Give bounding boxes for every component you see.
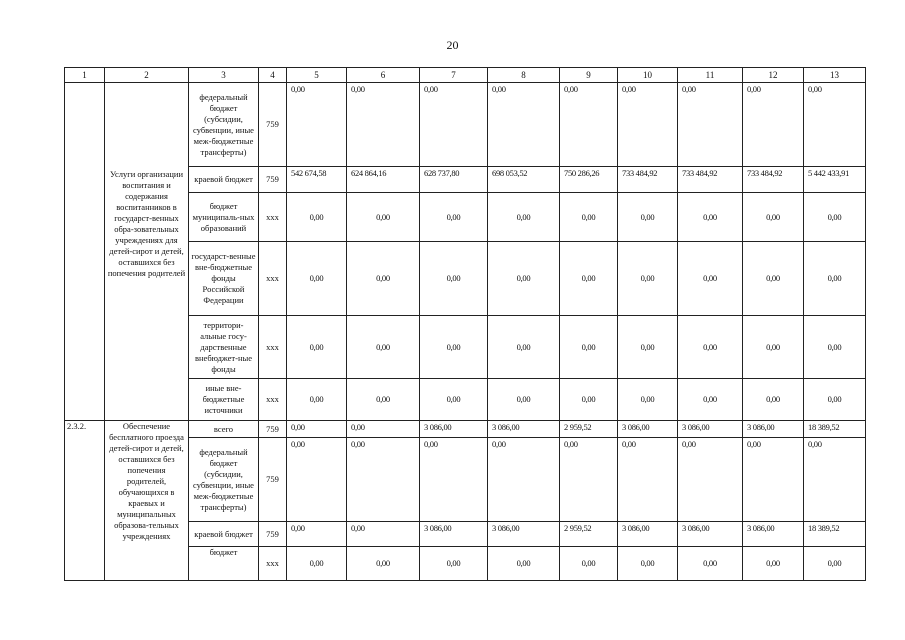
section-number: 2.3.2. bbox=[65, 421, 105, 581]
source-cell: федеральный бюджет (субсидии, субвенции, иные меж-бюджетные трансферты) bbox=[189, 438, 259, 522]
value-cell: 0,00 bbox=[287, 547, 347, 581]
table-row bbox=[65, 83, 866, 167]
value-cell: 0,00 bbox=[420, 193, 488, 242]
value-cell: 0,00 bbox=[618, 242, 678, 316]
value-cell: 0,00 bbox=[488, 316, 560, 379]
value-cell: 0,00 bbox=[488, 379, 560, 421]
code-cell: 759 bbox=[259, 83, 287, 167]
value-cell: 3 086,00 bbox=[488, 421, 560, 438]
value-cell: 3 086,00 bbox=[678, 421, 743, 438]
value-cell: 18 389,52 bbox=[804, 522, 866, 547]
value-cell: 0,00 bbox=[488, 547, 560, 581]
value-cell: 0,00 bbox=[287, 193, 347, 242]
header-cell: 3 bbox=[189, 68, 259, 83]
section-name: Услуги организации воспитания и содержания воспитанников в государст-венных обра-зовательных учреждениях для детей-сирот и детей, оставшихся без попечения родителей bbox=[105, 83, 189, 421]
value-cell: 18 389,52 bbox=[804, 421, 866, 438]
value-cell: 0,00 bbox=[678, 316, 743, 379]
value-cell: 2 959,52 bbox=[560, 522, 618, 547]
value-cell: 750 286,26 bbox=[560, 167, 618, 193]
code-cell: 759 bbox=[259, 167, 287, 193]
value-cell: 0,00 bbox=[347, 316, 420, 379]
section-name: Обеспечение бесплатного проезда детей-сирот и детей, оставшихся без попечения родителей, обучающихся в краевых и муниципальных образова-тельных учреждениях bbox=[105, 421, 189, 581]
value-cell: 0,00 bbox=[420, 242, 488, 316]
value-cell: 0,00 bbox=[560, 242, 618, 316]
value-cell: 3 086,00 bbox=[420, 522, 488, 547]
value-cell: 624 864,16 bbox=[347, 167, 420, 193]
source-cell: бюджет bbox=[189, 547, 259, 581]
budget-table bbox=[64, 67, 866, 581]
value-cell: 0,00 bbox=[287, 83, 347, 167]
source-cell: территори-альные госу-дарственные внебюджет-ные фонды bbox=[189, 316, 259, 379]
value-cell: 0,00 bbox=[804, 193, 866, 242]
value-cell: 0,00 bbox=[618, 193, 678, 242]
value-cell: 0,00 bbox=[560, 193, 618, 242]
header-cell: 2 bbox=[105, 68, 189, 83]
value-cell: 0,00 bbox=[420, 379, 488, 421]
value-cell: 0,00 bbox=[347, 379, 420, 421]
value-cell: 0,00 bbox=[420, 438, 488, 522]
value-cell: 0,00 bbox=[804, 83, 866, 167]
value-cell: 0,00 bbox=[347, 522, 420, 547]
header-row bbox=[65, 68, 866, 83]
value-cell: 0,00 bbox=[560, 316, 618, 379]
value-cell: 0,00 bbox=[743, 242, 804, 316]
code-cell: ххх bbox=[259, 316, 287, 379]
value-cell: 698 053,52 bbox=[488, 167, 560, 193]
value-cell: 3 086,00 bbox=[488, 522, 560, 547]
value-cell: 0,00 bbox=[743, 438, 804, 522]
source-cell: краевой бюджет bbox=[189, 167, 259, 193]
value-cell: 0,00 bbox=[743, 316, 804, 379]
value-cell: 0,00 bbox=[678, 379, 743, 421]
value-cell: 0,00 bbox=[804, 547, 866, 581]
value-cell: 0,00 bbox=[287, 242, 347, 316]
value-cell: 0,00 bbox=[678, 193, 743, 242]
value-cell: 0,00 bbox=[347, 438, 420, 522]
value-cell: 0,00 bbox=[420, 316, 488, 379]
header-cell: 8 bbox=[488, 68, 560, 83]
value-cell: 0,00 bbox=[804, 316, 866, 379]
code-cell: ххх bbox=[259, 193, 287, 242]
value-cell: 0,00 bbox=[347, 547, 420, 581]
code-cell: 759 bbox=[259, 421, 287, 438]
value-cell: 0,00 bbox=[678, 547, 743, 581]
value-cell: 0,00 bbox=[488, 83, 560, 167]
header-cell: 7 bbox=[420, 68, 488, 83]
value-cell: 3 086,00 bbox=[743, 421, 804, 438]
code-cell: ххх bbox=[259, 242, 287, 316]
value-cell: 0,00 bbox=[287, 438, 347, 522]
header-cell: 9 bbox=[560, 68, 618, 83]
value-cell: 0,00 bbox=[804, 379, 866, 421]
value-cell: 0,00 bbox=[287, 522, 347, 547]
value-cell: 0,00 bbox=[347, 193, 420, 242]
header-cell: 5 bbox=[287, 68, 347, 83]
value-cell: 0,00 bbox=[678, 83, 743, 167]
value-cell: 0,00 bbox=[618, 83, 678, 167]
value-cell: 0,00 bbox=[804, 438, 866, 522]
value-cell: 0,00 bbox=[420, 83, 488, 167]
value-cell: 0,00 bbox=[618, 547, 678, 581]
value-cell: 0,00 bbox=[347, 421, 420, 438]
value-cell: 0,00 bbox=[560, 83, 618, 167]
code-cell: 759 bbox=[259, 522, 287, 547]
value-cell: 0,00 bbox=[287, 421, 347, 438]
value-cell: 0,00 bbox=[678, 438, 743, 522]
header-cell: 11 bbox=[678, 68, 743, 83]
value-cell: 542 674,58 bbox=[287, 167, 347, 193]
source-cell: всего bbox=[189, 421, 259, 438]
value-cell: 2 959,52 bbox=[560, 421, 618, 438]
header-cell: 13 bbox=[804, 68, 866, 83]
source-cell: государст-венные вне-бюджетные фонды Российской Федерации bbox=[189, 242, 259, 316]
source-cell: федеральный бюджет (субсидии, субвенции, иные меж-бюджетные трансферты) bbox=[189, 83, 259, 167]
value-cell: 0,00 bbox=[287, 316, 347, 379]
value-cell: 0,00 bbox=[488, 242, 560, 316]
value-cell: 628 737,80 bbox=[420, 167, 488, 193]
value-cell: 0,00 bbox=[560, 438, 618, 522]
header-cell: 10 bbox=[618, 68, 678, 83]
source-cell: краевой бюджет bbox=[189, 522, 259, 547]
header-cell: 6 bbox=[347, 68, 420, 83]
value-cell: 0,00 bbox=[678, 242, 743, 316]
value-cell: 733 484,92 bbox=[618, 167, 678, 193]
value-cell: 0,00 bbox=[347, 83, 420, 167]
value-cell: 5 442 433,91 bbox=[804, 167, 866, 193]
value-cell: 0,00 bbox=[347, 242, 420, 316]
header-cell: 1 bbox=[65, 68, 105, 83]
value-cell: 0,00 bbox=[287, 379, 347, 421]
source-cell: бюджет муниципаль-ных образований bbox=[189, 193, 259, 242]
value-cell: 3 086,00 bbox=[420, 421, 488, 438]
code-cell: ххх bbox=[259, 379, 287, 421]
value-cell: 0,00 bbox=[420, 547, 488, 581]
value-cell: 0,00 bbox=[488, 193, 560, 242]
value-cell: 3 086,00 bbox=[618, 421, 678, 438]
value-cell: 0,00 bbox=[618, 316, 678, 379]
value-cell: 3 086,00 bbox=[618, 522, 678, 547]
value-cell: 0,00 bbox=[804, 242, 866, 316]
section-number bbox=[65, 83, 105, 421]
value-cell: 733 484,92 bbox=[743, 167, 804, 193]
value-cell: 0,00 bbox=[560, 379, 618, 421]
value-cell: 0,00 bbox=[488, 438, 560, 522]
header-cell: 12 bbox=[743, 68, 804, 83]
value-cell: 3 086,00 bbox=[678, 522, 743, 547]
value-cell: 0,00 bbox=[743, 193, 804, 242]
code-cell: ххх bbox=[259, 547, 287, 581]
value-cell: 3 086,00 bbox=[743, 522, 804, 547]
value-cell: 0,00 bbox=[743, 379, 804, 421]
code-cell: 759 bbox=[259, 438, 287, 522]
value-cell: 0,00 bbox=[618, 438, 678, 522]
value-cell: 733 484,92 bbox=[678, 167, 743, 193]
value-cell: 0,00 bbox=[618, 379, 678, 421]
value-cell: 0,00 bbox=[560, 547, 618, 581]
header-cell: 4 bbox=[259, 68, 287, 83]
value-cell: 0,00 bbox=[743, 547, 804, 581]
page-number: 20 bbox=[446, 38, 459, 52]
value-cell: 0,00 bbox=[743, 83, 804, 167]
table-row bbox=[65, 421, 866, 438]
source-cell: иные вне-бюджетные источники bbox=[189, 379, 259, 421]
